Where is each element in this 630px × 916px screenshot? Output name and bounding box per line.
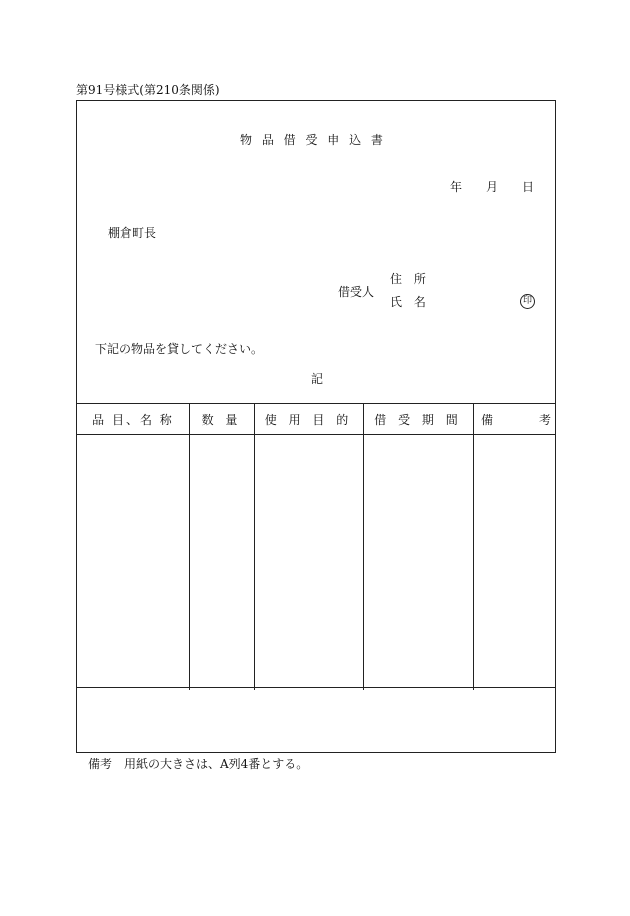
table-bottom-line [77,687,555,688]
request-text: 下記の物品を貸してください。 [95,342,264,356]
col-divider-4 [473,404,474,690]
form-frame [76,100,556,753]
header-purpose: 使 用 目 的 [264,413,353,427]
col-divider-3 [363,404,364,690]
form-title: 物 品 借 受 申 込 書 [240,133,386,147]
footnote: 備考 用紙の大きさは、A列4番とする。 [88,757,309,771]
date-month: 月 [486,180,499,194]
borrower-label: 借受人 [338,285,375,299]
address-label: 住 所 [390,272,430,286]
ki-label: 記 [311,372,324,386]
form-number: 第91号様式(第210条関係) [76,83,220,97]
col-divider-1 [189,404,190,690]
seal-icon: 印 [520,294,535,309]
header-period: 借 受 期 間 [374,413,462,427]
header-quantity: 数 量 [201,413,242,427]
date-day: 日 [522,180,535,194]
header-remarks-1: 備 [480,413,493,427]
header-item-name: 品 目、名 称 [92,413,174,427]
name-label: 氏 名 [390,295,430,309]
header-remarks-2: 考 [538,413,551,427]
col-divider-2 [254,404,255,690]
addressee: 棚倉町長 [108,226,157,240]
date-year: 年 [450,180,463,194]
